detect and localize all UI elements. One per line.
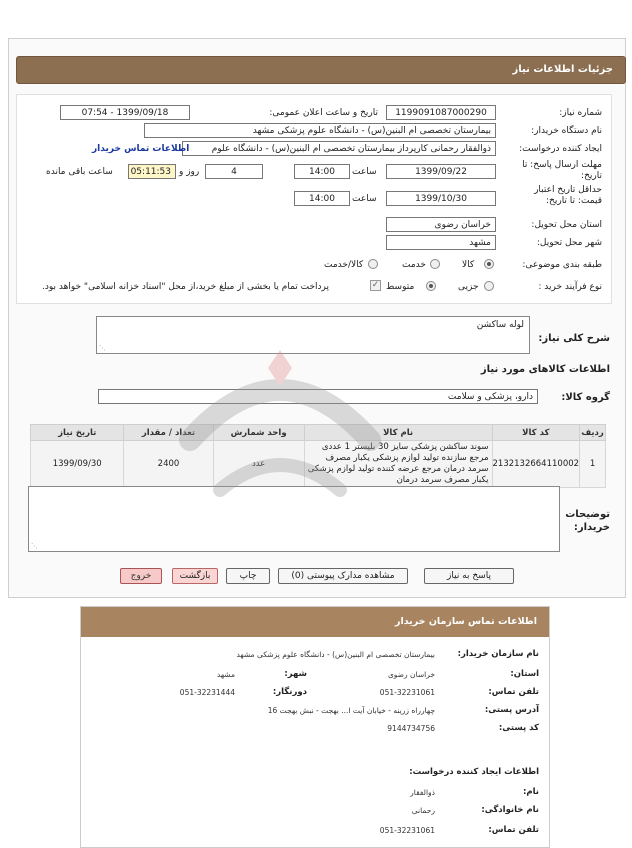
goods-table: [30, 424, 606, 488]
creator-section-title: اطلاعات ایجاد کننده درخواست:: [409, 767, 539, 777]
reply-button[interactable]: پاسخ به نیاز: [424, 568, 514, 584]
creator-name-value: ذوالفقار: [410, 788, 435, 797]
process-label: نوع فرآیند خرید :: [538, 282, 602, 292]
creator-phone-label: تلفن تماس:: [488, 825, 539, 835]
back-button[interactable]: بازگشت: [172, 568, 218, 584]
remaining-time-field: 05:11:53: [128, 164, 176, 179]
category-goods-label: کالا: [462, 260, 475, 270]
category-service-radio[interactable]: [430, 259, 440, 269]
city-label: شهر محل تحویل:: [536, 238, 602, 248]
announce-field: 1399/09/18 - 07:54: [60, 105, 190, 120]
creator-phone-value: 051-32231061: [379, 826, 435, 835]
deadline-time-label: ساعت: [352, 167, 377, 177]
remaining-label: ساعت باقی مانده: [46, 167, 113, 177]
days-field: 4: [205, 164, 263, 179]
contact-province-label: استان:: [510, 669, 539, 679]
resize-grip-icon[interactable]: ⋰: [99, 344, 106, 352]
process-medium-radio[interactable]: [426, 281, 436, 291]
deadline-date-field: 1399/09/22: [386, 164, 496, 179]
need-number-field: 1199091087000290: [386, 105, 496, 120]
deadline-time-field: 14:00: [294, 164, 350, 179]
contact-org-value: بیمارستان تخصصی ام البنین(س) - دانشگاه علوم پزشکی مشهد: [236, 650, 435, 659]
contact-fax-value: 051-32231444: [179, 688, 235, 697]
treasury-checkbox[interactable]: ✓: [371, 280, 380, 290]
view-docs-button[interactable]: مشاهده مدارک پیوستی (0): [278, 568, 408, 584]
col-qty: تعداد / مقدار: [124, 425, 213, 441]
buyer-notes-field: [28, 486, 560, 552]
summary-text: لوله ساکشن: [476, 320, 524, 330]
validity-time-field: 14:00: [294, 191, 350, 206]
creator-family-label: نام خانوادگی:: [481, 805, 539, 815]
days-label: روز و: [179, 167, 200, 177]
row-code: 2132132664110002: [492, 441, 580, 488]
row-number: 1: [580, 441, 606, 488]
creator-name-label: نام:: [522, 787, 539, 797]
category-both-label: کالا/خدمت: [324, 260, 364, 270]
process-partial-label: جزیی: [458, 282, 479, 292]
contact-city-value: مشهد: [216, 670, 235, 679]
process-partial-radio[interactable]: [484, 281, 494, 291]
validity-label: حداقل تاریخ اعتبار قیمت: تا تاریخ:: [534, 185, 602, 206]
creator-label: ایجاد کننده درخواست:: [519, 144, 602, 154]
print-button[interactable]: چاپ: [226, 568, 270, 584]
col-unit: واحد شمارش: [213, 425, 304, 441]
table-row: [31, 441, 606, 488]
goods-table-header: [31, 425, 606, 441]
contact-phone-value: 051-32231061: [379, 688, 435, 697]
contact-postal-value: 9144734756: [387, 724, 435, 733]
contact-header: [81, 607, 549, 637]
contact-title: اطلاعات تماس سازمان خریدار: [394, 616, 537, 627]
col-code: کد کالا: [492, 425, 580, 441]
page-header: [16, 56, 626, 84]
buyer-contact-link[interactable]: اطلاعات تماس خریدار: [92, 144, 190, 154]
row-name: سوند ساکشن پزشکی سایز 30 بلیستر 1 عددی مرجع سازنده تولید لوازم پزشکی یکبار مصرف سرمد درمان مرجع عرضه کننده تولید لوازم پزشکی یکبار مصرف سرمد درمان: [304, 441, 492, 488]
validity-time-label: ساعت: [352, 194, 377, 204]
goods-group-label: گروه کالا:: [561, 392, 610, 403]
process-medium-label: متوسط: [386, 282, 415, 292]
announce-label: تاریخ و ساعت اعلان عمومی:: [269, 108, 378, 118]
contact-fax-label: دورنگار:: [272, 687, 307, 697]
category-goods-radio[interactable]: [484, 259, 494, 269]
city-field: مشهد: [386, 235, 496, 250]
page-title: جزئیات اطلاعات نیاز: [512, 64, 613, 75]
province-label: استان محل تحویل:: [531, 220, 602, 230]
creator-family-value: رحمانی: [411, 806, 435, 815]
contact-postal-label: کد پستی:: [498, 723, 539, 733]
contact-city-label: شهر:: [284, 669, 307, 679]
process-note: پرداخت تمام یا بخشی از مبلغ خرید،از محل "اسناد خزانه اسلامی" خواهد بود.: [42, 282, 330, 292]
category-service-label: خدمت: [402, 260, 426, 270]
goods-group-field: دارو، پزشکی و سلامت: [98, 389, 538, 404]
exit-button[interactable]: خروج: [120, 568, 162, 584]
contact-org-label: نام سازمان خریدار:: [457, 649, 539, 659]
col-name: نام کالا: [304, 425, 492, 441]
deadline-label: مهلت ارسال پاسخ: تا تاریخ:: [522, 160, 602, 181]
contact-card: [80, 606, 550, 848]
col-row: ردیف: [580, 425, 606, 441]
summary-field: [96, 316, 530, 354]
category-label: طبقه بندی موضوعی:: [522, 260, 602, 270]
contact-address-value: چهارراه زرینه - خیابان آیت ا... بهجت - نبش بهجت 16: [267, 706, 435, 715]
buyer-label: نام دستگاه خریدار:: [531, 126, 602, 136]
summary-label: شرح کلی نیاز:: [538, 333, 610, 344]
row-date: 1399/09/30: [31, 441, 124, 488]
row-unit: عدد: [213, 441, 304, 488]
contact-address-label: آدرس پستی:: [484, 705, 539, 715]
province-field: خراسان رضوی: [386, 217, 496, 232]
need-number-label: شماره نیاز:: [559, 108, 602, 118]
row-qty: 2400: [124, 441, 213, 488]
col-date: تاریخ نیاز: [31, 425, 124, 441]
resize-grip-icon[interactable]: ⋰: [31, 542, 38, 550]
buyer-field: بیمارستان تخصصی ام البنین(س) - دانشگاه علوم پزشکی مشهد: [144, 123, 496, 138]
contact-phone-label: تلفن تماس:: [488, 687, 539, 697]
goods-section-title: اطلاعات کالاهای مورد نیاز: [480, 364, 610, 375]
creator-field: ذوالفقار رحمانی کارپرداز بیمارستان تخصصی ام البنین(س) - دانشگاه علوم: [182, 141, 496, 156]
category-both-radio[interactable]: [368, 259, 378, 269]
contact-province-value: خراسان رضوی: [387, 670, 435, 679]
validity-date-field: 1399/10/30: [386, 191, 496, 206]
buyer-notes-label: توضیحات خریدار:: [565, 509, 610, 533]
